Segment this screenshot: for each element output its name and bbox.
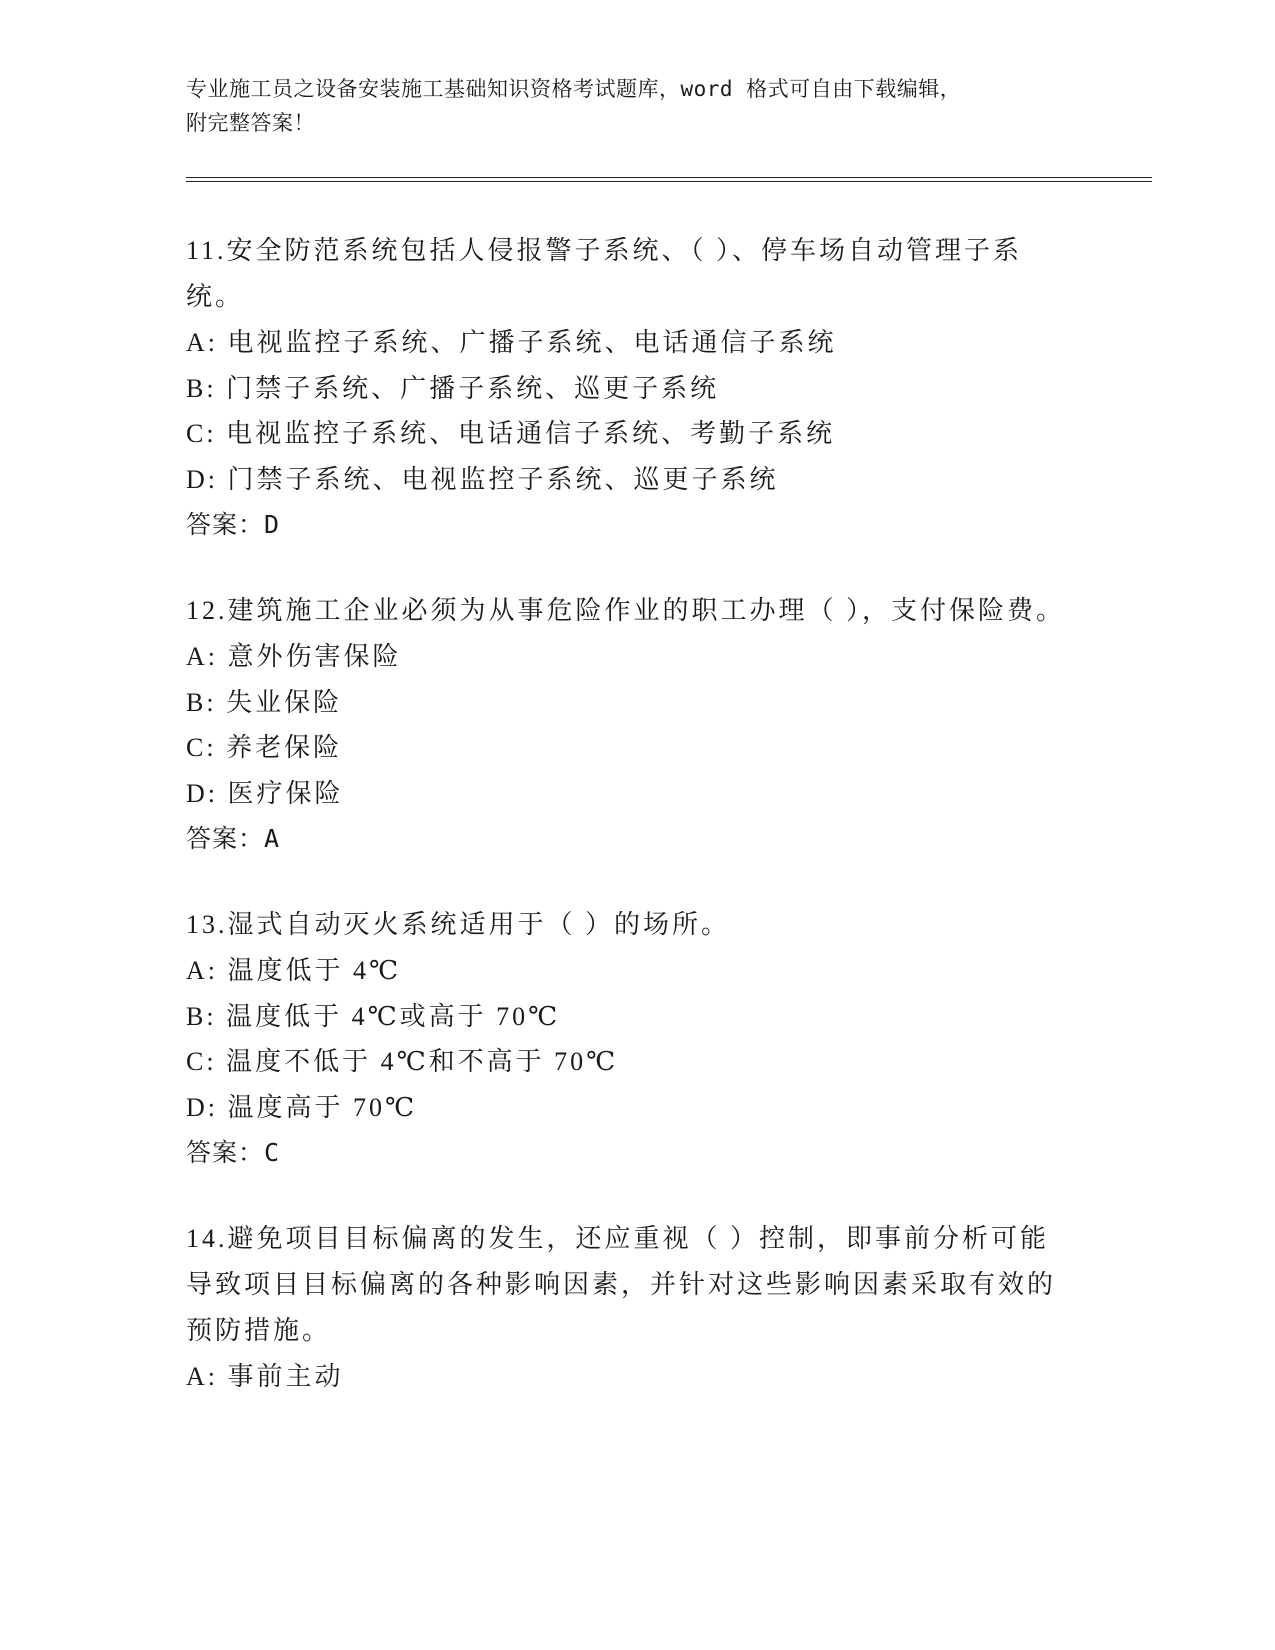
- option-a: A: 意外伤害保险: [186, 642, 402, 671]
- option-b: B: 门禁子系统、广播子系统、巡更子系统: [186, 373, 720, 403]
- answer-line: 答案：C: [186, 1138, 281, 1167]
- question-spacer: [186, 1176, 1066, 1216]
- header-line-1: 专业施工员之设备安装施工基础知识资格考试题库，word 格式可自由下载编辑，: [186, 77, 962, 101]
- question-11: [186, 228, 1066, 548]
- option-c: C: 养老保险: [186, 733, 343, 762]
- option-d: D: 温度高于 70℃: [186, 1092, 418, 1122]
- question-stem: 13.湿式自动灭火系统适用于（ ）的场所。: [186, 910, 731, 939]
- question-13: [186, 902, 1066, 1176]
- question-stem: 12.建筑施工企业必须为从事危险作业的职工办理（ ），支付保险费。: [186, 596, 1066, 625]
- question-spacer: [186, 862, 1066, 902]
- option-a: A: 温度低于 4℃: [186, 956, 402, 985]
- option-b: B: 温度低于 4℃或高于 70℃: [186, 1001, 561, 1031]
- question-stem: 14.避免项目目标偏离的发生，还应重视（ ）控制，即事前分析可能导致项目目标偏离的各种影响因素，并针对这些影响因素采取有效的预防措施。: [186, 1224, 1057, 1345]
- question-stem: 11.安全防范系统包括人侵报警子系统、（ ）、停车场自动管理子系统。: [186, 236, 1023, 311]
- document-header: [186, 72, 1066, 140]
- option-a: A: 电视监控子系统、广播子系统、电话通信子系统: [186, 328, 837, 357]
- option-c: C: 电视监控子系统、电话通信子系统、考勤子系统: [186, 419, 836, 448]
- header-rule-top: [186, 177, 1152, 178]
- header-rule-bottom: [186, 181, 1152, 182]
- option-d: D: 门禁子系统、电视监控子系统、巡更子系统: [186, 464, 779, 494]
- question-12: [186, 588, 1066, 862]
- option-c: C: 温度不低于 4℃和不高于 70℃: [186, 1047, 619, 1076]
- question-list: [186, 228, 1066, 1400]
- question-spacer: [186, 548, 1066, 588]
- option-b: B: 失业保险: [186, 687, 343, 717]
- option-a: A: 事前主动: [186, 1362, 344, 1391]
- answer-line: 答案：D: [186, 510, 281, 539]
- option-d: D: 医疗保险: [186, 778, 344, 808]
- question-14: [186, 1216, 1066, 1400]
- answer-line: 答案：A: [186, 824, 281, 853]
- header-line-2: 附完整答案！: [186, 111, 315, 135]
